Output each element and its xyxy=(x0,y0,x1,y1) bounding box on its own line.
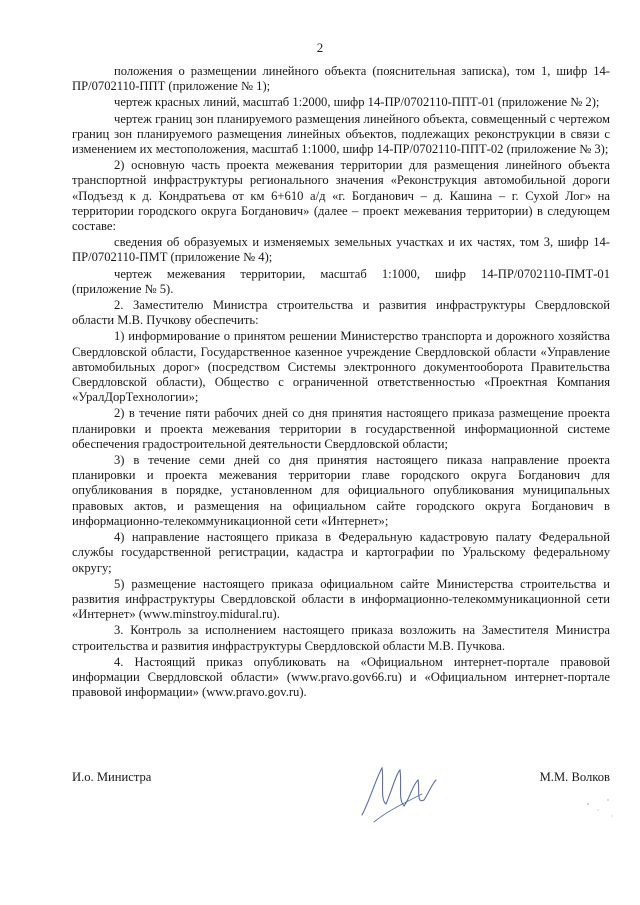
paragraph: сведения об образуемых и изменяемых земельных участках и их частях, том 3, шифр 14-ПР/0702110-ПМТ (приложение № 4); xyxy=(72,235,610,265)
paragraph: 2) основную часть проекта межевания территории для размещения линейного объекта транспортной инфраструктуры регионального значения «Реконструкция автомобильной дороги «Подъезд к д. Кондратьева от км 6+610 а/д «г. Богданович – д. Кашина – г. Сухой Лог» на территории городского округа Богданович» (далее – проект межевания территории) в следующем составе: xyxy=(72,158,610,234)
paragraph: положения о размещении линейного объекта (пояснительная записка), том 1, шифр 14-ПР/0702110-ППТ (приложение № 1); xyxy=(72,64,610,94)
paragraph: 3) в течение семи дней со дня принятия настоящего пиказа направление проекта планировки и проекта межевания территории главе городского округа Богданович для опубликования в порядке, установленном для официального опубликования муниципальных правовых актов, и размещения на официальном сайте городского округа Богданович в информационно-телекоммуникационной сети «Интернет»; xyxy=(72,453,610,528)
paragraph: чертеж границ зон планируемого размещения линейного объекта, совмещенный с чертежом границ зон планируемого размещения линейных объектов, подлежащих реконструкции в связи с изменением их местоположения, масштаб 1:1000, шифр 14-ПР/0702110-ППТ-02 (приложение № 3); xyxy=(72,111,610,157)
signer-name: М.М. Волков xyxy=(539,770,610,784)
page-number: 2 xyxy=(316,40,324,55)
paragraph: 5) размещение настоящего приказа официальном сайте Министерства строительства и развития инфраструктуры Свердловской области в информационно-телекоммуникационной сети «Интернет» (www.minstroy.midural.ru). xyxy=(72,576,610,622)
paragraph: чертеж красных линий, масштаб 1:2000, шифр 14-ПР/0702110-ППТ-01 (приложение № 2); xyxy=(114,95,600,110)
document-body xyxy=(72,64,610,701)
paragraph: 1) информирование о принятом решении Министерство транспорта и дорожного хозяйства Свердловской области, Государственное казенное учреждение Свердловской области «Управление автомобильных дорог» (посредством Системы электронного документооборота Правительства Свердловской области), Общество с ограниченной ответственностью «Проектная Компания «УралДорТехнологии»; xyxy=(72,329,610,405)
paragraph: чертеж межевания территории, масштаб 1:1000, шифр 14-ПР/0702110-ПМТ-01 (приложение № 5). xyxy=(72,266,610,296)
paragraph: 2. Заместителю Министра строительства и развития инфраструктуры Свердловской области М.В. Пучкову обеспечить: xyxy=(72,298,610,328)
paragraph: 4) направление настоящего приказа в Федеральную кадастровую палату Федеральной службы государственной регистрации, кадастра и картографии по Уральскому федеральному округу; xyxy=(72,530,610,575)
paragraph: 4. Настоящий приказ опубликовать на «Официальном интернет-портале правовой информации Свердловской области» (www.pravo.gov66.ru) и «Официальном интернет-портале правовой информации» (www.pravo.gov.ru). xyxy=(72,654,610,700)
signature-block xyxy=(72,770,610,830)
signer-title: И.о. Министра xyxy=(72,770,152,784)
handwritten-signature xyxy=(352,760,442,830)
scan-specks xyxy=(580,790,620,830)
paragraph: 3. Контроль за исполнением настоящего приказа возложить на Заместителя Министра строительства и развития инфраструктуры Свердловской области М.В. Пучкова. xyxy=(72,623,610,653)
paragraph: 2) в течение пяти рабочих дней со дня принятия настоящего приказа размещение проекта планировки и проекта межевания территории в государственной информационной системе обеспечения градостроительной деятельности Свердловской области; xyxy=(72,406,610,451)
